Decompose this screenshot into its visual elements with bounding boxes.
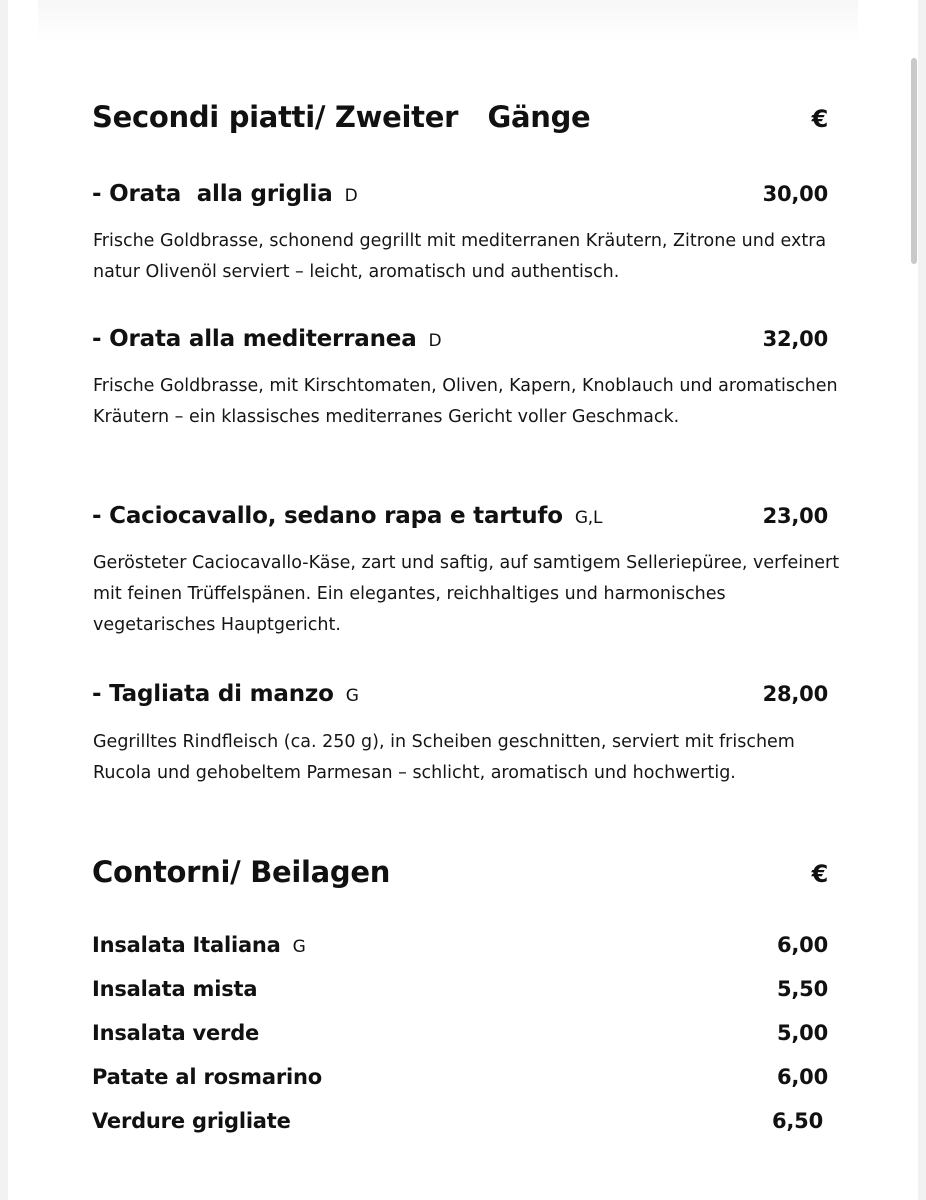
dish-row (92, 503, 828, 529)
side-name: Insalata verde (92, 1021, 260, 1045)
dish-name: - Orata alla mediterranea (92, 326, 417, 352)
side-row (92, 1021, 828, 1045)
dish-title (92, 326, 441, 352)
allergen-tag: G (292, 937, 306, 957)
dish-name: - Tagliata di manzo (92, 681, 334, 707)
dish-price: 30,00 (762, 182, 828, 206)
dish-row (92, 326, 828, 352)
dish-price: 28,00 (762, 682, 828, 706)
side-row (92, 1065, 828, 1089)
dish-name: - Orata alla griglia (92, 181, 333, 207)
contorni-currency: € (811, 860, 828, 888)
side-title (92, 933, 306, 957)
side-name: Verdure grigliate (92, 1109, 291, 1133)
secondi-currency: € (811, 105, 828, 133)
allergen-tag: D (428, 331, 442, 351)
side-price: 5,50 (776, 977, 828, 1001)
dish-price: 32,00 (762, 327, 828, 351)
secondi-heading: Secondi piatti/ Zweiter Gänge (92, 100, 591, 134)
dish-description: Gegrilltes Rindfleisch (ca. 250 g), in Scheiben geschnitten, serviert mit frischem Rucola und gehobeltem Parmesan – schlicht, aromatisch und hochwertig. (93, 732, 795, 783)
contorni-heading-row (92, 855, 828, 889)
dish-title (92, 503, 602, 529)
dish-title (92, 181, 357, 207)
side-price: 6,50 (771, 1109, 823, 1133)
dish-name: - Caciocavallo, sedano rapa e tartufo (92, 503, 563, 529)
side-name: Insalata mista (92, 977, 258, 1001)
dish-row (92, 181, 828, 207)
dish-description: Frische Goldbrasse, mit Kirschtomaten, Oliven, Kapern, Knoblauch und aromatischen Kräutern – ein klassisches mediterranes Gericht voller Geschmack. (93, 376, 838, 427)
dish-price: 23,00 (762, 504, 828, 528)
side-name: Insalata Italiana (92, 933, 281, 957)
side-row (92, 1109, 823, 1133)
allergen-tag: G (345, 686, 359, 706)
dish-title (92, 681, 359, 707)
side-price: 6,00 (776, 933, 828, 957)
dish-description: Gerösteter Caciocavallo-Käse, zart und saftig, auf samtigem Selleriepüree, verfeinert mit feinen Trüffelspänen. Ein elegantes, reichhaltiges und harmonisches vegetarisches Hauptgericht. (93, 553, 840, 635)
side-price: 6,00 (776, 1065, 828, 1089)
scrollbar-thumb[interactable] (911, 58, 917, 264)
secondi-heading-row (92, 100, 828, 134)
allergen-tag: G,L (574, 508, 603, 528)
top-shadow (38, 0, 858, 42)
side-price: 5,00 (776, 1021, 828, 1045)
dish-row (92, 681, 828, 707)
side-name: Patate al rosmarino (92, 1065, 322, 1089)
contorni-heading: Contorni/ Beilagen (92, 855, 391, 889)
side-row (92, 933, 828, 957)
allergen-tag: D (344, 186, 358, 206)
side-row (92, 977, 828, 1001)
dish-description: Frische Goldbrasse, schonend gegrillt mit mediterranen Kräutern, Zitrone und extra natur Olivenöl serviert – leicht, aromatisch und authentisch. (93, 231, 827, 282)
